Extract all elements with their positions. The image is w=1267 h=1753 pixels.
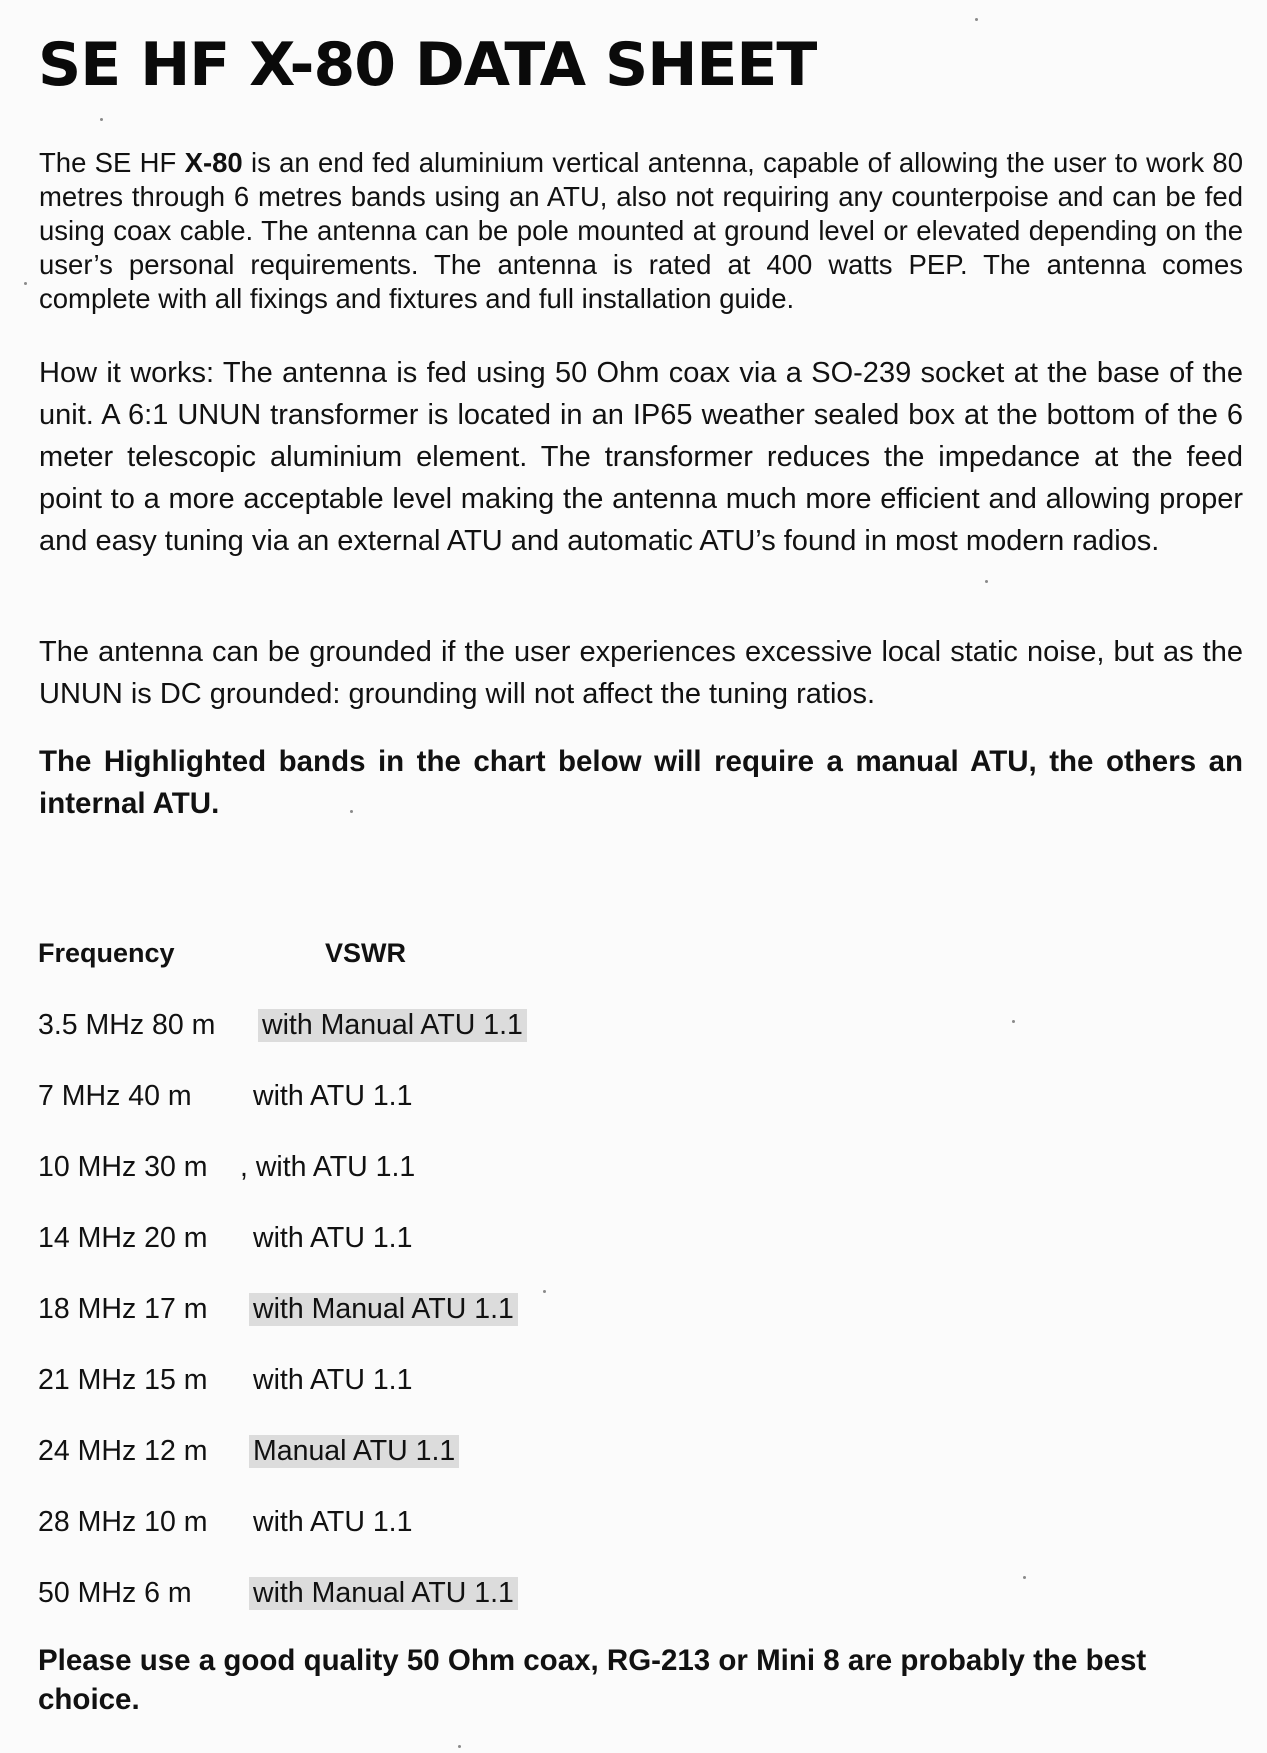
- frequency-column-header: Frequency: [38, 938, 175, 968]
- band-vswr-highlighted: with Manual ATU 1.1: [249, 1577, 518, 1610]
- intro-body: is an end fed aluminium vertical antenna, capable of allowing the user to work 80 metres through 6 metres bands using an ATU, also not requiring any counterpoise and can be fed using coax cable. The antenna can be pole mounted at ground level or elevated depending on the user’s personal requirements. The antenna is rated at 400 watts PEP. The antenna comes complete with all fixings and fixtures and full installation guide.: [39, 147, 1244, 314]
- band-frequency: 50 MHz 6 m: [38, 1577, 192, 1609]
- model-name: X-80: [184, 147, 243, 178]
- band-vswr: with ATU 1.1: [253, 1506, 413, 1538]
- scan-speck: [100, 118, 103, 121]
- scan-speck: [543, 1290, 546, 1293]
- highlight-note: The Highlighted bands in the chart below will require a manual ATU, the others an internal ATU.: [39, 745, 1243, 820]
- intro-lead: The SE HF: [39, 147, 185, 178]
- scan-speck: [1023, 1576, 1026, 1579]
- band-frequency: 10 MHz 30 m: [38, 1151, 208, 1183]
- scan-speck: [350, 810, 353, 813]
- grounding-paragraph: The antenna can be grounded if the user experiences excessive local static noise, but as the UNUN is DC grounded: grounding will not affect the tuning ratios.: [39, 636, 1243, 710]
- scan-speck: [975, 18, 978, 21]
- band-row: [0, 1080, 1267, 1120]
- band-vswr: , with ATU 1.1: [240, 1151, 416, 1183]
- band-row: [0, 1577, 1267, 1617]
- page-title: SE HF X-80 DATA SHEET: [38, 30, 817, 100]
- scan-speck: [24, 282, 27, 285]
- band-row: [0, 1293, 1267, 1333]
- band-row: [0, 1364, 1267, 1404]
- vswr-column-header: VSWR: [325, 938, 406, 968]
- scan-speck: [1012, 1020, 1015, 1023]
- band-vswr-highlighted: with Manual ATU 1.1: [249, 1293, 518, 1326]
- band-frequency: 28 MHz 10 m: [38, 1506, 208, 1538]
- band-row: [0, 1009, 1267, 1049]
- band-vswr: with ATU 1.1: [253, 1364, 413, 1396]
- band-vswr: with ATU 1.1: [253, 1222, 413, 1254]
- coax-recommendation: Please use a good quality 50 Ohm coax, RG-213 or Mini 8 are probably the best choice.: [38, 1644, 1147, 1716]
- band-row: [0, 1435, 1267, 1475]
- band-frequency: 7 MHz 40 m: [38, 1080, 192, 1112]
- band-vswr-highlighted: Manual ATU 1.1: [249, 1435, 459, 1468]
- intro-paragraph: [39, 146, 1243, 316]
- scan-speck: [458, 1745, 461, 1748]
- band-frequency: 21 MHz 15 m: [38, 1364, 208, 1396]
- band-frequency: 14 MHz 20 m: [38, 1222, 208, 1254]
- band-frequency: 3.5 MHz 80 m: [38, 1009, 216, 1041]
- band-row: [0, 1151, 1267, 1191]
- band-row: [0, 1506, 1267, 1546]
- band-frequency: 18 MHz 17 m: [38, 1293, 208, 1325]
- band-vswr-highlighted: with Manual ATU 1.1: [258, 1009, 527, 1042]
- band-frequency: 24 MHz 12 m: [38, 1435, 208, 1467]
- scan-speck: [985, 580, 988, 583]
- how-it-works-paragraph: How it works: The antenna is fed using 50 Ohm coax via a SO-239 socket at the base of the unit. A 6:1 UNUN transformer is located in an IP65 weather sealed box at the bottom of the 6 meter telescopic aluminium element. The transformer reduces the impedance at the feed point to a more acceptable level making the antenna much more efficient and allowing proper and easy tuning via an external ATU and automatic ATU’s found in most modern radios.: [39, 357, 1243, 557]
- band-vswr: with ATU 1.1: [253, 1080, 413, 1112]
- band-row: [0, 1222, 1267, 1262]
